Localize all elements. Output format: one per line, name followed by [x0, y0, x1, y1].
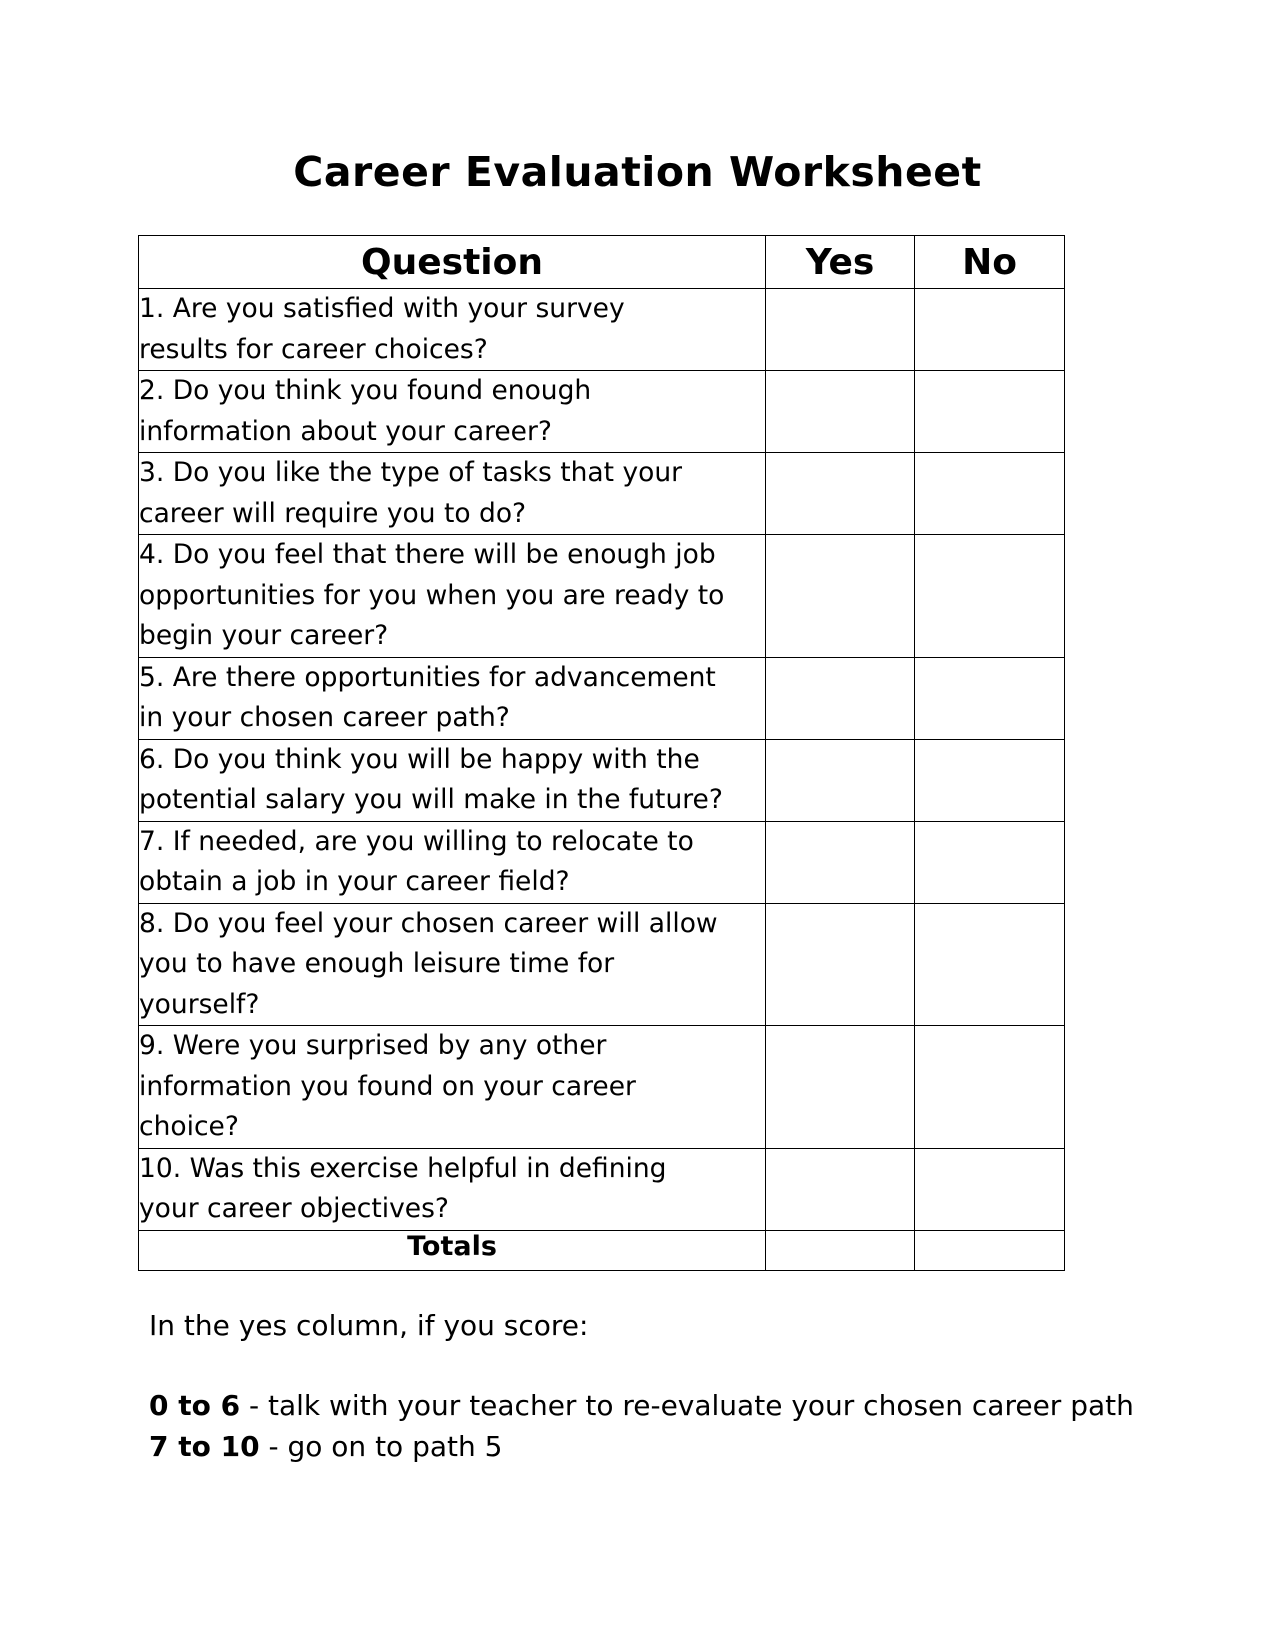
question-cell: 5. Are there opportunities for advancement in your chosen career path? — [139, 657, 766, 739]
table-row — [139, 453, 1065, 535]
no-answer-cell[interactable] — [915, 289, 1065, 371]
question-cell: 10. Was this exercise helpful in defining your career objectives? — [139, 1148, 766, 1230]
totals-label: Totals — [139, 1230, 766, 1270]
question-column-header: Question — [139, 236, 766, 289]
no-answer-cell[interactable] — [915, 739, 1065, 821]
question-cell: 1. Are you satisfied with your survey results for career choices? — [139, 289, 766, 371]
question-cell: 4. Do you feel that there will be enough job opportunities for you when you are ready to begin your career? — [139, 535, 766, 658]
scoring-range-item — [149, 1427, 502, 1467]
worksheet-title: Career Evaluation Worksheet — [293, 148, 982, 196]
table-row — [139, 1148, 1065, 1230]
question-cell: 8. Do you feel your chosen career will allow you to have enough leisure time for yourself? — [139, 903, 766, 1026]
yes-answer-cell[interactable] — [766, 1148, 915, 1230]
yes-total-cell[interactable] — [766, 1230, 915, 1270]
table-row — [139, 1026, 1065, 1149]
question-cell: 6. Do you think you will be happy with the potential salary you will make in the future? — [139, 739, 766, 821]
yes-answer-cell[interactable] — [766, 535, 915, 658]
table-row — [139, 739, 1065, 821]
yes-answer-cell[interactable] — [766, 821, 915, 903]
question-cell: 3. Do you like the type of tasks that your career will require you to do? — [139, 453, 766, 535]
yes-column-header: Yes — [766, 236, 915, 289]
no-answer-cell[interactable] — [915, 821, 1065, 903]
no-answer-cell[interactable] — [915, 453, 1065, 535]
scoring-range-item — [149, 1386, 1134, 1426]
score-range: 0 to 6 — [149, 1389, 241, 1422]
totals-row — [139, 1230, 1065, 1270]
scoring-intro: In the yes column, if you score: — [149, 1309, 589, 1342]
table-row — [139, 821, 1065, 903]
table-row — [139, 535, 1065, 658]
yes-answer-cell[interactable] — [766, 657, 915, 739]
no-answer-cell[interactable] — [915, 903, 1065, 1026]
yes-answer-cell[interactable] — [766, 371, 915, 453]
no-answer-cell[interactable] — [915, 371, 1065, 453]
no-answer-cell[interactable] — [915, 535, 1065, 658]
evaluation-table — [138, 235, 1065, 1271]
no-total-cell[interactable] — [915, 1230, 1065, 1270]
score-range: 7 to 10 — [149, 1430, 260, 1463]
yes-answer-cell[interactable] — [766, 289, 915, 371]
yes-answer-cell[interactable] — [766, 903, 915, 1026]
no-answer-cell[interactable] — [915, 1026, 1065, 1149]
question-cell: 2. Do you think you found enough information about your career? — [139, 371, 766, 453]
score-instruction: - talk with your teacher to re-evaluate your chosen career path — [240, 1389, 1134, 1422]
table-row — [139, 657, 1065, 739]
no-answer-cell[interactable] — [915, 657, 1065, 739]
no-answer-cell[interactable] — [915, 1148, 1065, 1230]
table-row — [139, 371, 1065, 453]
yes-answer-cell[interactable] — [766, 453, 915, 535]
table-header-row — [139, 236, 1065, 289]
yes-answer-cell[interactable] — [766, 1026, 915, 1149]
score-instruction: - go on to path 5 — [259, 1430, 503, 1463]
table-row — [139, 289, 1065, 371]
no-column-header: No — [915, 236, 1065, 289]
table-row — [139, 903, 1065, 1026]
yes-answer-cell[interactable] — [766, 739, 915, 821]
question-cell: 9. Were you surprised by any other information you found on your career choice? — [139, 1026, 766, 1149]
question-cell: 7. If needed, are you willing to relocate to obtain a job in your career field? — [139, 821, 766, 903]
